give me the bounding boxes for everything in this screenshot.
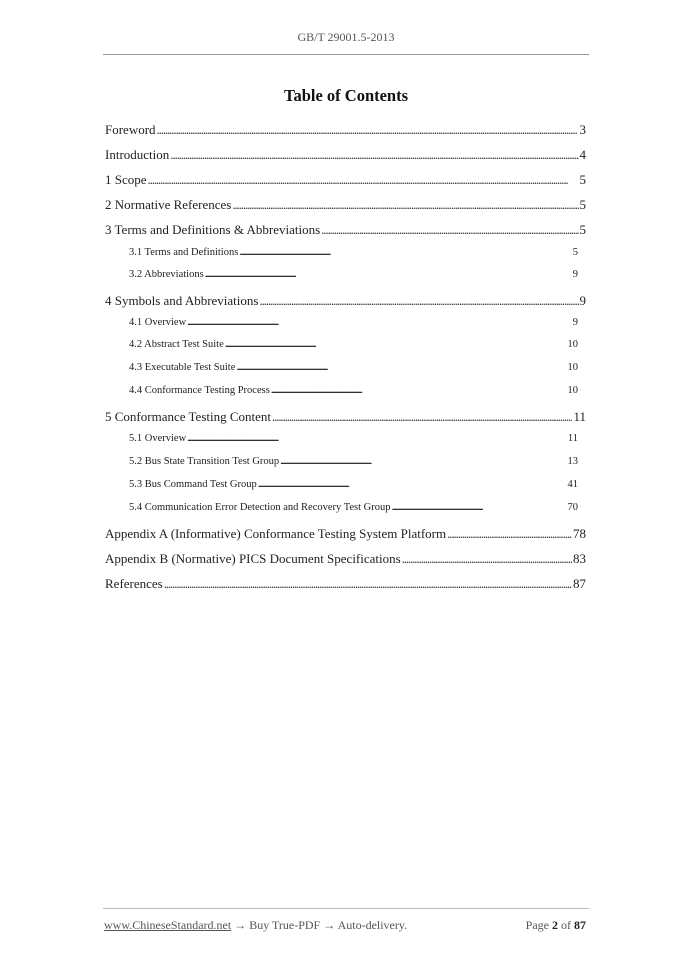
toc-entry-label: Appendix A (Informative) Conformance Testing System Platform — [105, 526, 447, 541]
toc-leader-dots — [402, 551, 572, 567]
toc-entry-label: 5.1 Overview — [129, 433, 187, 444]
toc-leader-dots — [164, 576, 572, 592]
toc-entry[interactable] — [129, 502, 578, 513]
header-divider — [103, 54, 589, 55]
toc-entry-page: 9 — [572, 269, 578, 280]
toc-entry[interactable] — [129, 479, 578, 490]
toc-entry-label: 1 Scope — [105, 172, 147, 187]
toc-leader-dots — [258, 479, 567, 490]
toc-entry-page: 9 — [579, 293, 586, 308]
toc-entry-page: 10 — [567, 339, 578, 350]
toc-entry-page: 83 — [573, 551, 586, 566]
toc-entry-label: 2 Normative References — [105, 197, 232, 212]
toc-leader-dots — [187, 317, 572, 328]
running-header: GB/T 29001.5-2013 — [297, 30, 395, 44]
toc-leader-dots — [272, 409, 572, 425]
toc-leader-dots — [239, 247, 571, 258]
toc-entry-page: 87 — [573, 576, 586, 591]
toc-entry-label: References — [105, 576, 163, 591]
toc-entry[interactable] — [129, 385, 578, 396]
toc-entry[interactable] — [129, 269, 578, 280]
page-of: of — [561, 918, 571, 932]
toc-leader-dots — [321, 222, 578, 238]
toc-entry-page: 10 — [567, 362, 578, 373]
toc-entry-page: 3 — [579, 122, 586, 137]
page-prefix: Page — [525, 918, 549, 932]
toc-entry-page: 11 — [573, 409, 586, 424]
toc-entry[interactable] — [129, 362, 578, 373]
toc-entry-page: 41 — [567, 479, 578, 490]
toc-entry-label: 5.2 Bus State Transition Test Group — [129, 456, 280, 467]
toc-leader-dots — [205, 269, 572, 280]
toc-entry-label: 4.4 Conformance Testing Process — [129, 385, 270, 396]
page-current: 2 — [552, 918, 558, 932]
footer-promo — [104, 918, 407, 933]
toc-leader-dots — [170, 147, 578, 163]
toc-entry-label: Foreword — [105, 122, 156, 137]
toc-entry-page: 13 — [567, 456, 578, 467]
toc-leader-dots — [447, 526, 572, 542]
toc-entry[interactable] — [129, 317, 578, 328]
toc-leader-dots — [392, 502, 567, 513]
toc-entry-label: 5 Conformance Testing Content — [105, 409, 272, 424]
toc-entry[interactable] — [105, 526, 586, 542]
toc-leader-dots — [232, 197, 578, 213]
toc-entry[interactable] — [105, 293, 586, 309]
footer-tagline: → Buy True-PDF → Auto-delivery. — [234, 918, 408, 932]
toc-entry[interactable] — [105, 551, 586, 567]
toc-entry-page: 10 — [567, 385, 578, 396]
toc-leader-dots — [236, 362, 566, 373]
toc-entry[interactable] — [105, 222, 586, 238]
page-total: 87 — [574, 918, 586, 932]
toc-entry-page: 5 — [579, 222, 586, 237]
toc-leader-dots — [259, 293, 578, 309]
toc-leader-dots — [280, 456, 566, 467]
toc-leader-dots — [148, 172, 579, 188]
toc-entry-label: 4.1 Overview — [129, 317, 187, 328]
toc-entry-page: 5 — [572, 247, 578, 258]
toc-entry[interactable] — [129, 456, 578, 467]
toc-entry-label: 5.4 Communication Error Detection and Recovery Test Group — [129, 502, 391, 513]
toc-entry-label: 3 Terms and Definitions & Abbreviations — [105, 222, 321, 237]
toc-entry-label: 4 Symbols and Abbreviations — [105, 293, 259, 308]
toc-entry-page: 5 — [579, 172, 586, 187]
footer-divider — [103, 908, 589, 909]
toc-entry[interactable] — [129, 339, 578, 350]
toc-entry-page: 9 — [572, 317, 578, 328]
toc-entry-page: 4 — [579, 147, 586, 162]
toc-leader-dots — [271, 385, 567, 396]
toc-entry-label: 4.3 Executable Test Suite — [129, 362, 236, 373]
toc-entry-label: 5.3 Bus Command Test Group — [129, 479, 257, 490]
toc-title: Table of Contents — [283, 86, 409, 105]
page-number — [526, 918, 586, 933]
toc-entry-page: 5 — [579, 197, 586, 212]
toc-entry-label: Introduction — [105, 147, 170, 162]
toc-leader-dots — [187, 433, 567, 444]
toc-entry-page: 11 — [567, 433, 578, 444]
toc-entry[interactable] — [105, 576, 586, 592]
toc-entry[interactable] — [129, 433, 578, 444]
toc-entry-label: 3.2 Abbreviations — [129, 269, 204, 280]
toc-entry-page: 78 — [573, 526, 586, 541]
page-footer — [104, 918, 586, 933]
toc-entry[interactable] — [105, 197, 586, 213]
site-link[interactable]: www.ChineseStandard.net — [104, 918, 232, 932]
toc-leader-dots — [157, 122, 579, 138]
toc-leader-dots — [225, 339, 567, 350]
toc-entry[interactable] — [129, 247, 578, 258]
toc-entry[interactable] — [105, 122, 586, 138]
toc-entry-label: 4.2 Abstract Test Suite — [129, 339, 224, 350]
toc-entry-page: 70 — [567, 502, 578, 513]
toc-entry[interactable] — [105, 147, 586, 163]
toc-entry[interactable] — [105, 409, 586, 425]
toc-entry-label: Appendix B (Normative) PICS Document Specifications — [105, 551, 401, 566]
toc-entry[interactable] — [105, 172, 586, 188]
toc-entry-label: 3.1 Terms and Definitions — [129, 247, 239, 258]
